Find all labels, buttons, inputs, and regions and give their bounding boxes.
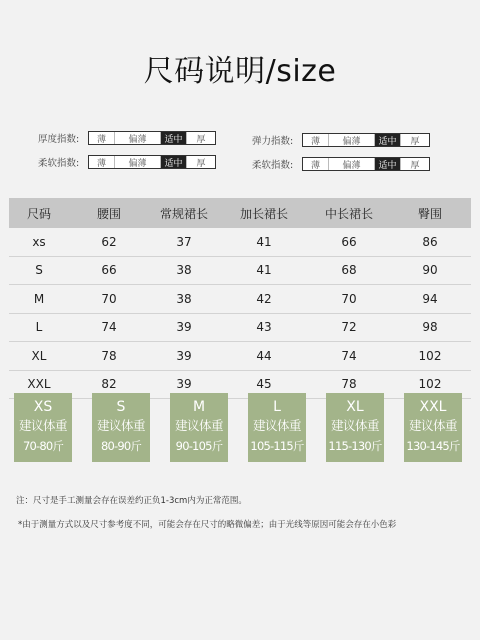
attr-elasticity [252,133,430,147]
table-cell: S [35,263,43,278]
table-cell: 44 [256,348,272,363]
attr-scale [88,155,216,169]
weight-card-xs [14,393,72,462]
table-cell: 41 [256,263,272,278]
weight-card-xxl [404,393,462,462]
card-size: XL [346,399,364,415]
table-cell: XL [31,348,47,363]
table-cell: 78 [101,348,117,363]
scale-option-selected: 适中 [375,134,401,146]
attr-label: 弹力指数: [252,136,294,147]
table-cell: 72 [341,320,357,335]
scale-option: 厚 [187,156,215,168]
table-cell: XXL [27,377,51,392]
table-cell: 66 [101,263,117,278]
card-size: XS [33,399,53,415]
table-cell: 86 [422,234,438,249]
table-cell: L [35,320,43,335]
table-cell: 42 [256,291,272,306]
table-row [9,342,471,371]
table-cell: 102 [418,348,442,363]
weight-card-m [170,393,228,462]
card-label: 建议体重 [174,418,223,433]
size-table [9,198,471,399]
table-cell: 70 [101,291,117,306]
table-row [9,285,471,314]
table-row [9,314,471,343]
card-label: 建议体重 [330,418,379,433]
card-label: 建议体重 [96,418,145,433]
scale-option: 薄 [303,158,329,170]
table-cell: 78 [341,377,357,392]
table-row [9,257,471,286]
attr-label: 厚度指数: [38,134,80,145]
attr-scale [302,157,430,171]
attr-label: 柔软指数: [252,160,294,171]
card-weight: 90-105斤 [175,439,223,453]
table-cell: 38 [176,291,192,306]
attr-label: 柔软指数: [38,158,80,169]
attr-softness [38,155,216,169]
card-label: 建议体重 [408,418,457,433]
table-cell: 90 [422,263,438,278]
header-cell: 尺码 [26,206,51,221]
scale-option-selected: 适中 [161,132,187,144]
weight-card-xl [326,393,384,462]
table-cell: 39 [176,320,192,335]
header-cell: 臀围 [417,206,442,221]
scale-option: 厚 [401,134,429,146]
scale-option: 薄 [89,132,115,144]
table-cell: 94 [422,291,438,306]
page-title: 尺码说明/size [143,54,337,89]
weight-cards [14,393,466,463]
table-cell: 62 [101,234,117,249]
scale-option: 薄 [89,156,115,168]
table-cell: 45 [256,377,272,392]
attr-thickness [38,131,216,145]
card-size: L [273,399,281,415]
card-weight: 130-145斤 [406,439,460,453]
attr-scale [88,131,216,145]
table-cell: 70 [341,291,357,306]
table-cell: 43 [256,320,272,335]
table-cell: 74 [341,348,357,363]
weight-card-s [92,393,150,462]
card-label: 建议体重 [252,418,301,433]
weight-card-l [248,393,306,462]
table-cell: 68 [341,263,357,278]
card-weight: 115-130斤 [328,439,382,453]
scale-option: 偏薄 [329,158,375,170]
card-size: XXL [419,399,447,415]
card-weight: 70-80斤 [22,439,64,453]
attr-scale [302,133,430,147]
table-cell: 102 [418,377,442,392]
table-cell: 82 [101,377,117,392]
deviation-note: *由于测量方式以及尺寸参考度不同，可能会存在尺寸的略微偏差；由于光线等原因可能会存在小色彩 [18,520,397,530]
scale-option-selected: 适中 [375,158,401,170]
attr-softness-2 [252,157,430,171]
card-label: 建议体重 [18,418,67,433]
table-cell: xs [32,234,46,249]
card-size: M [192,399,206,415]
scale-option: 偏薄 [115,156,161,168]
table-cell: M [33,291,45,306]
scale-option: 偏薄 [329,134,375,146]
table-cell: 41 [256,234,272,249]
table-header [9,198,471,228]
scale-option: 偏薄 [115,132,161,144]
table-cell: 37 [176,234,192,249]
table-cell: 74 [101,320,117,335]
header-cell: 常规裙长 [159,206,208,221]
table-cell: 39 [176,377,192,392]
table-cell: 39 [176,348,192,363]
measurement-note: 注：尺寸是手工测量会存在误差约正负1-3cm内为正常范围。 [16,496,247,506]
scale-option: 薄 [303,134,329,146]
header-cell: 加长裙长 [239,206,288,221]
table-cell: 66 [341,234,357,249]
card-size: S [116,399,126,415]
scale-option: 厚 [187,132,215,144]
card-weight: 80-90斤 [100,439,142,453]
table-row [9,228,471,257]
header-cell: 腰围 [96,206,121,221]
header-cell: 中长裙长 [324,206,373,221]
table-cell: 98 [422,320,438,335]
table-cell: 38 [176,263,192,278]
card-weight: 105-115斤 [250,439,304,453]
scale-option: 厚 [401,158,429,170]
scale-option-selected: 适中 [161,156,187,168]
